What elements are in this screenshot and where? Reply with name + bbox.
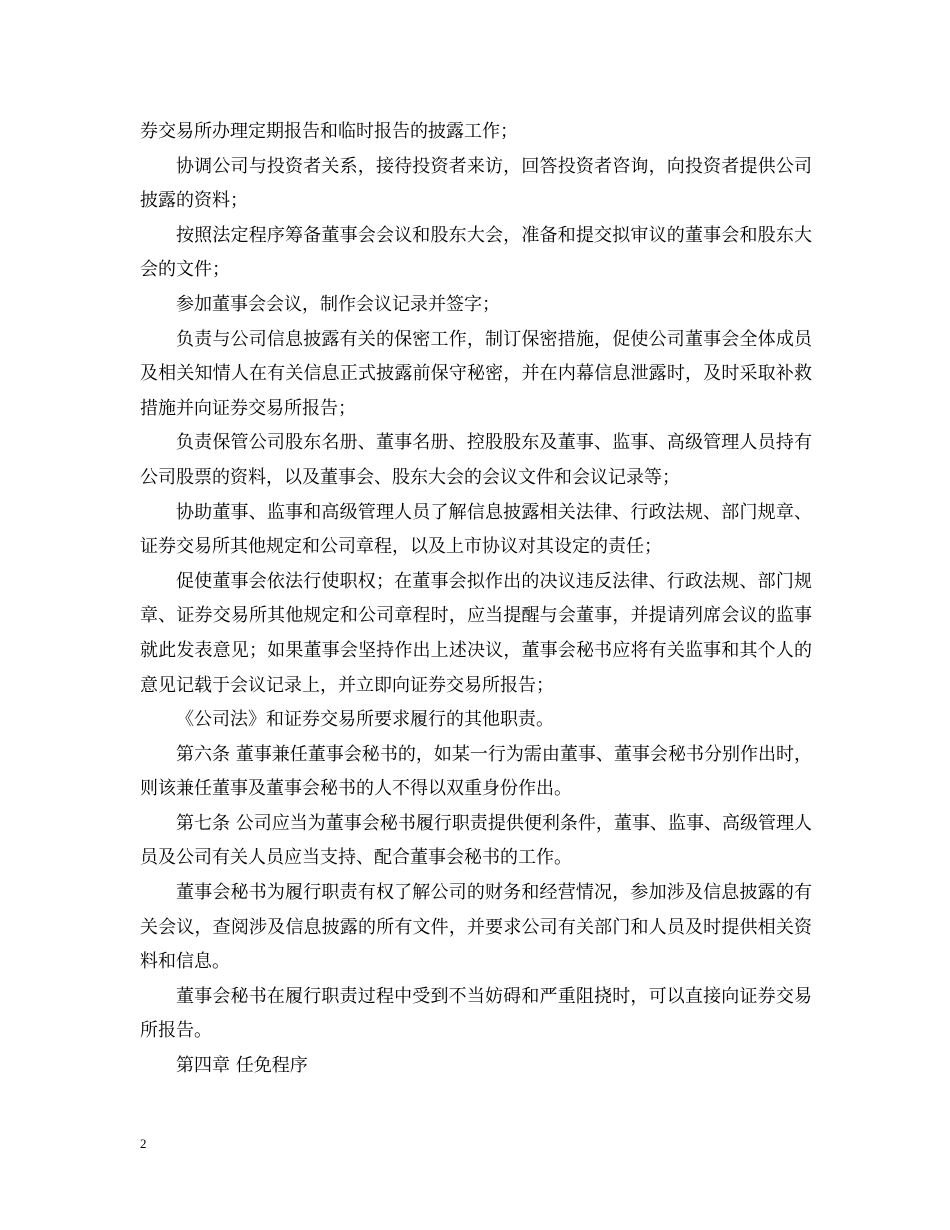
article-6-paragraph: 第六条 董事兼任董事会秘书的，如某一行为需由董事、董事会秘书分别作出时，则该兼任董事及董事会秘书的人不得以双重身份作出。 — [140, 743, 812, 800]
paragraph: 董事会秘书为履行职责有权了解公司的财务和经营情况，参加涉及信息披露的有关会议，查阅涉及信息披露的所有文件，并要求公司有关部门和人员及时提供相关资料和信息。 — [140, 882, 812, 973]
paragraph: 董事会秘书在履行职责过程中受到不当妨碍和严重阻挠时，可以直接向证券交易所报告。 — [140, 985, 812, 1042]
paragraph: 协调公司与投资者关系，接待投资者来访，回答投资者咨询，向投资者提供公司披露的资料； — [140, 155, 812, 212]
paragraph: 协助董事、监事和高级管理人员了解信息披露相关法律、行政法规、部门规章、证券交易所其他规定和公司章程，以及上市协议对其设定的责任； — [140, 501, 812, 558]
paragraph: 负责保管公司股东名册、董事名册、控股股东及董事、监事、高级管理人员持有公司股票的资料，以及董事会、股东大会的会议文件和会议记录等； — [140, 432, 812, 488]
article-7-paragraph: 第七条 公司应当为董事会秘书履行职责提供便利条件，董事、监事、高级管理人员及公司有关人员应当支持、配合董事会秘书的工作。 — [140, 812, 812, 869]
document-body — [140, 115, 812, 1084]
paragraph: 参加董事会会议，制作会议记录并签字； — [176, 293, 500, 315]
paragraph-continuation: 券交易所办理定期报告和临时报告的披露工作； — [140, 121, 518, 142]
paragraph: 按照法定程序筹备董事会会议和股东大会，准备和提交拟审议的董事会和股东大会的文件； — [140, 224, 812, 281]
paragraph: 《公司法》和证券交易所要求履行的其他职责。 — [176, 709, 554, 731]
page-number: 2 — [140, 1136, 147, 1151]
paragraph: 促使董事会依法行使职权；在董事会拟作出的决议违反法律、行政法规、部门规章、证券交易所其他规定和公司章程时，应当提醒与会董事，并提请列席会议的监事就此发表意见；如果董事会坚持作出上述决议，董事会秘书应将有关监事和其个人的意见记载于会议记录上，并立即向证券交易所报告； — [140, 570, 812, 696]
chapter-heading: 第四章 任免程序 — [176, 1055, 308, 1077]
paragraph: 负责与公司信息披露有关的保密工作，制订保密措施，促使公司董事会全体成员及相关知情人在有关信息正式披露前保守秘密，并在内幕信息泄露时，及时采取补救措施并向证券交易所报告； — [140, 328, 812, 419]
